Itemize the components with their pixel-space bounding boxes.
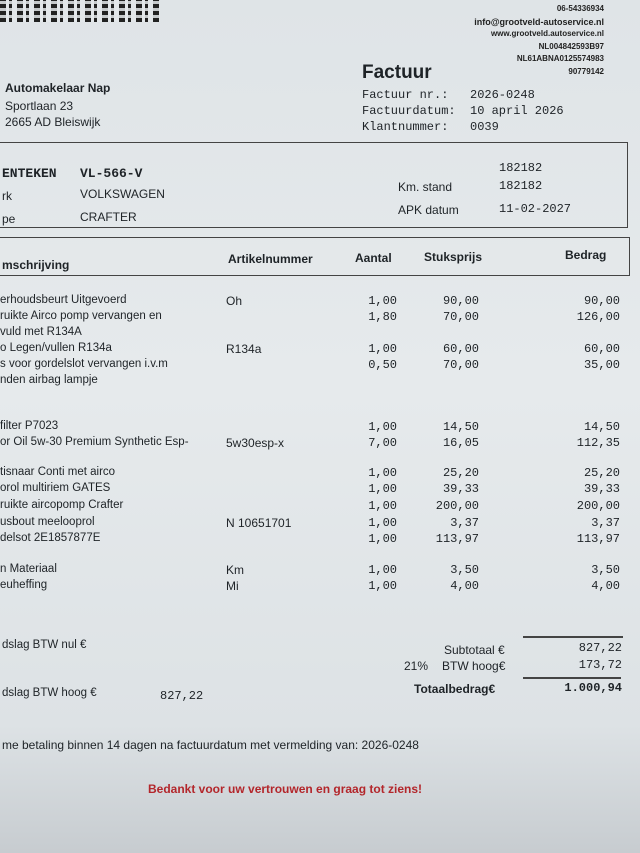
- line-unit-price: 200,00: [435, 499, 479, 513]
- line-qty: 1,00: [368, 466, 397, 480]
- total-label: Totaalbedrag€: [414, 682, 496, 696]
- company-bank-number: 90779142: [568, 66, 604, 76]
- qr-code-overlay: [0, 0, 160, 22]
- invoice-date: 10 april 2026: [470, 104, 564, 118]
- line-qty: 1,80: [368, 310, 397, 324]
- line-unit-price: 25,20: [442, 466, 479, 480]
- line-qty: 1,00: [368, 532, 397, 546]
- table-header-box: [0, 237, 630, 276]
- line-description: n Materiaal: [0, 563, 57, 575]
- line-qty: 1,00: [368, 579, 397, 593]
- line-description: ruikte aircopomp Crafter: [0, 499, 124, 511]
- line-unit-price: 90,00: [442, 294, 479, 308]
- line-description: delsot 2E1857877E: [0, 532, 101, 544]
- line-qty: 7,00: [368, 436, 397, 450]
- line-amount: 200,00: [576, 499, 620, 513]
- km-value: 182182: [499, 179, 543, 193]
- line-amount: 35,00: [583, 358, 620, 372]
- line-description: erhoudsbeurt Uitgevoerd: [0, 294, 127, 306]
- invoice-number-label: Factuur nr.:: [362, 88, 449, 102]
- line-description: orol multiriem GATES: [0, 482, 111, 494]
- line-amount: 60,00: [583, 342, 620, 356]
- apk-label: APK datum: [398, 203, 459, 217]
- company-contact: [474, 3, 604, 78]
- line-description: nden airbag lampje: [0, 374, 98, 386]
- km-label: Km. stand: [398, 180, 453, 194]
- type-label: pe: [2, 212, 16, 226]
- line-article: 5w30esp-x: [226, 436, 285, 450]
- line-qty: 1,00: [368, 499, 397, 513]
- subtotal-value: 827,22: [578, 641, 622, 655]
- invoice-date-label: Factuurdatum:: [362, 104, 456, 118]
- line-description: o Legen/vullen R134a: [0, 342, 112, 354]
- customer-number: 0039: [470, 120, 499, 134]
- brand-value: VOLKSWAGEN: [80, 187, 165, 201]
- vat-label: BTW hoog€: [442, 659, 506, 673]
- line-amount: 126,00: [576, 310, 620, 324]
- company-iban: NL61ABNA0125574983: [516, 54, 604, 63]
- line-description: s voor gordelslot vervangen i.v.m: [0, 358, 168, 370]
- line-unit-price: 60,00: [442, 342, 479, 356]
- line-unit-price: 39,33: [442, 482, 479, 496]
- vat-zero-label: dslag BTW nul €: [2, 639, 87, 651]
- line-qty: 1,00: [368, 516, 397, 530]
- line-qty: 1,00: [368, 342, 397, 356]
- col-article: Artikelnummer: [228, 252, 313, 266]
- col-amount: Bedrag: [565, 248, 607, 262]
- line-amount: 14,50: [583, 420, 620, 434]
- line-description: tisnaar Conti met airco: [0, 466, 116, 478]
- line-description: vuld met R134A: [0, 326, 82, 338]
- col-qty: Aantal: [355, 251, 392, 265]
- line-amount: 3,37: [591, 516, 620, 530]
- line-article: R134a: [226, 342, 262, 356]
- total-value: 1.000,94: [564, 681, 622, 695]
- subtotal-rule: [523, 636, 623, 638]
- total-rule: [523, 677, 621, 679]
- customer-name: Automakelaar Nap: [5, 81, 111, 95]
- vehicle-top-value: 182182: [499, 161, 543, 175]
- customer-number-label: Klantnummer:: [362, 120, 449, 134]
- customer-street: Sportlaan 23: [5, 99, 74, 113]
- col-description: mschrijving: [2, 258, 70, 272]
- line-amount: 112,35: [576, 436, 620, 450]
- line-unit-price: 4,00: [450, 579, 479, 593]
- vat-value: 173,72: [578, 658, 622, 672]
- vat-percentage: 21%: [404, 659, 429, 673]
- company-vat: NL004842593B97: [538, 41, 604, 51]
- line-description: or Oil 5w-30 Premium Synthetic Esp-: [0, 436, 189, 448]
- thanks-message: Bedankt voor uw vertrouwen en graag tot ziens!: [148, 782, 423, 796]
- line-description: usbout meelooprol: [0, 516, 95, 528]
- plate-label: ENTEKEN: [2, 166, 57, 181]
- line-article: Km: [226, 563, 244, 577]
- line-article: Oh: [226, 294, 243, 308]
- vat-high-label: dslag BTW hoog €: [2, 687, 97, 699]
- line-unit-price: 16,05: [442, 436, 479, 450]
- line-qty: 1,00: [368, 482, 397, 496]
- line-unit-price: 70,00: [442, 310, 479, 324]
- line-description: euheffing: [0, 579, 48, 591]
- line-amount: 113,97: [576, 532, 620, 546]
- company-website: www.grootveld.autoservice.nl: [490, 29, 604, 38]
- vat-high-base: 827,22: [160, 689, 204, 703]
- company-email: info@grootveld-autoservice.nl: [474, 16, 604, 27]
- line-unit-price: 3,50: [450, 563, 479, 577]
- line-amount: 3,50: [591, 563, 620, 577]
- line-unit-price: 113,97: [435, 532, 479, 546]
- line-amount: 25,20: [583, 466, 620, 480]
- line-unit-price: 3,37: [450, 516, 479, 530]
- line-description: ruikte Airco pomp vervangen en: [0, 310, 162, 322]
- payment-note: me betaling binnen 14 dagen na factuurdatum met vermelding van: 2026-0248: [2, 738, 419, 752]
- type-value: CRAFTER: [80, 210, 137, 224]
- company-phone: 06-54336934: [556, 4, 604, 13]
- subtotal-label: Subtotaal €: [444, 643, 505, 657]
- line-qty: 1,00: [368, 294, 397, 308]
- line-amount: 90,00: [583, 294, 620, 308]
- col-unit-price: Stuksprijs: [424, 250, 483, 264]
- line-amount: 39,33: [583, 482, 620, 496]
- brand-label: rk: [2, 189, 12, 203]
- line-article: N 10651701: [226, 516, 292, 530]
- line-qty: 1,00: [368, 420, 397, 434]
- customer-city: 2665 AD Bleiswijk: [5, 115, 101, 129]
- line-unit-price: 70,00: [442, 358, 479, 372]
- apk-value: 11-02-2027: [499, 202, 572, 216]
- line-qty: 0,50: [368, 358, 397, 372]
- plate-number: VL-566-V: [80, 166, 143, 181]
- line-amount: 4,00: [591, 579, 620, 593]
- line-description: filter P7023: [0, 420, 59, 432]
- line-article: Mi: [226, 579, 239, 593]
- invoice-title: Factuur: [362, 62, 432, 83]
- line-qty: 1,00: [368, 563, 397, 577]
- invoice-number: 2026-0248: [470, 88, 535, 102]
- line-unit-price: 14,50: [442, 420, 479, 434]
